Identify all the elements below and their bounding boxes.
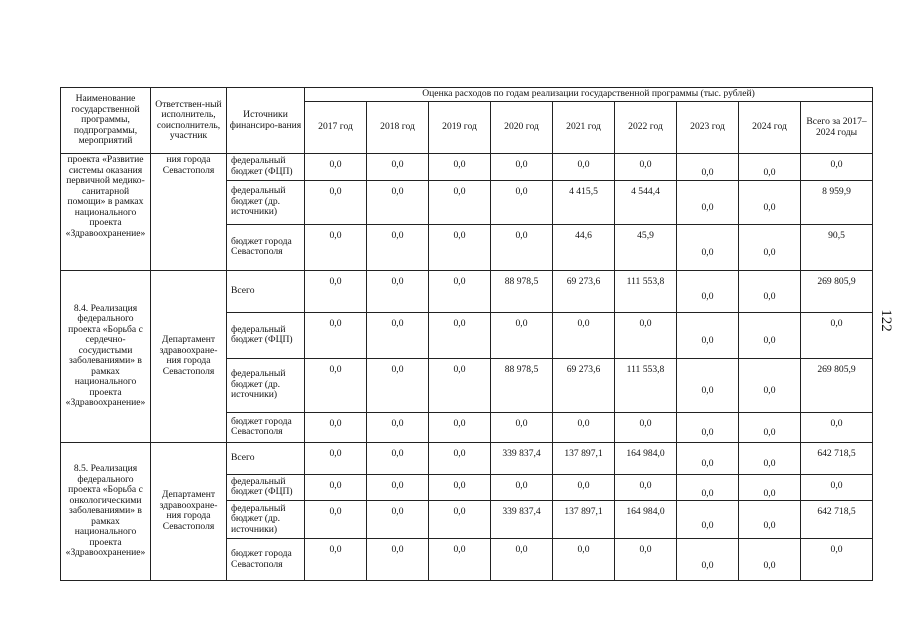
year-value-cell: 111 553,8 <box>615 358 677 412</box>
program-name-cell: 8.5. Реализация федерального проекта «Борьба с онкологическими заболеваниями» в рамках национального проекта «Здравоохранение» <box>61 442 151 581</box>
responsible-cell: Департамент здравоохране-ния города Севастополя <box>151 270 227 442</box>
year-value-cell: 0,0 <box>677 539 739 581</box>
year-value-cell: 0,0 <box>553 539 615 581</box>
total-cell: 0,0 <box>801 539 873 581</box>
program-name-cell: проекта «Развитие системы оказания первичной медико-санитарной помощи» в рамках национального проекта «Здравоохранение» <box>61 154 151 271</box>
year-value-cell: 0,0 <box>305 312 367 358</box>
year-value-cell: 69 273,6 <box>553 270 615 312</box>
year-value-cell: 69 273,6 <box>553 358 615 412</box>
year-value-cell: 88 978,5 <box>491 358 553 412</box>
year-value-cell: 0,0 <box>739 180 801 224</box>
year-value-cell: 0,0 <box>367 501 429 539</box>
year-value-cell: 0,0 <box>491 312 553 358</box>
total-cell: 642 718,5 <box>801 442 873 474</box>
header-year: 2019 год <box>429 102 491 154</box>
year-value-cell: 0,0 <box>367 412 429 442</box>
year-value-cell: 137 897,1 <box>553 442 615 474</box>
year-value-cell: 0,0 <box>305 539 367 581</box>
year-value-cell: 0,0 <box>305 270 367 312</box>
year-value-cell: 0,0 <box>305 501 367 539</box>
total-cell: 0,0 <box>801 312 873 358</box>
year-value-cell: 137 897,1 <box>553 501 615 539</box>
year-value-cell: 0,0 <box>739 154 801 181</box>
total-cell: 8 959,9 <box>801 180 873 224</box>
year-value-cell: 0,0 <box>553 412 615 442</box>
year-value-cell: 0,0 <box>739 412 801 442</box>
header-year: 2018 год <box>367 102 429 154</box>
total-cell: 90,5 <box>801 224 873 270</box>
year-value-cell: 0,0 <box>429 412 491 442</box>
year-value-cell: 0,0 <box>429 474 491 501</box>
year-value-cell: 0,0 <box>677 358 739 412</box>
page-number: 122 <box>877 309 894 332</box>
year-value-cell: 0,0 <box>491 154 553 181</box>
header-year: 2024 год <box>739 102 801 154</box>
year-value-cell: 0,0 <box>429 358 491 412</box>
year-value-cell: 0,0 <box>677 442 739 474</box>
year-value-cell: 0,0 <box>305 224 367 270</box>
funding-source-cell: бюджет города Севастополя <box>227 412 305 442</box>
year-value-cell: 0,0 <box>739 474 801 501</box>
year-value-cell: 0,0 <box>367 474 429 501</box>
year-value-cell: 0,0 <box>677 224 739 270</box>
funding-source-cell: Всего <box>227 442 305 474</box>
year-value-cell: 0,0 <box>367 358 429 412</box>
year-value-cell: 164 984,0 <box>615 501 677 539</box>
year-value-cell: 88 978,5 <box>491 270 553 312</box>
year-value-cell: 0,0 <box>677 270 739 312</box>
header-year: 2023 год <box>677 102 739 154</box>
year-value-cell: 0,0 <box>429 312 491 358</box>
funding-source-cell: федеральный бюджет (др. источники) <box>227 180 305 224</box>
year-value-cell: 339 837,4 <box>491 501 553 539</box>
year-value-cell: 0,0 <box>615 154 677 181</box>
total-cell: 269 805,9 <box>801 270 873 312</box>
year-value-cell: 0,0 <box>739 224 801 270</box>
year-value-cell: 0,0 <box>367 154 429 181</box>
year-value-cell: 0,0 <box>305 442 367 474</box>
year-value-cell: 0,0 <box>429 539 491 581</box>
year-value-cell: 0,0 <box>491 474 553 501</box>
year-value-cell: 0,0 <box>305 358 367 412</box>
funding-source-cell: федеральный бюджет (др. источники) <box>227 501 305 539</box>
year-value-cell: 0,0 <box>615 474 677 501</box>
year-value-cell: 0,0 <box>553 154 615 181</box>
year-value-cell: 0,0 <box>677 312 739 358</box>
year-value-cell: 0,0 <box>553 312 615 358</box>
header-year: 2021 год <box>553 102 615 154</box>
funding-source-cell: федеральный бюджет (ФЦП) <box>227 154 305 181</box>
table-body <box>61 154 873 581</box>
year-value-cell: 0,0 <box>615 539 677 581</box>
funding-source-cell: бюджет города Севастополя <box>227 539 305 581</box>
header-year: 2017 год <box>305 102 367 154</box>
year-value-cell: 0,0 <box>429 501 491 539</box>
year-value-cell: 0,0 <box>491 412 553 442</box>
year-value-cell: 0,0 <box>491 180 553 224</box>
year-value-cell: 0,0 <box>429 154 491 181</box>
year-value-cell: 0,0 <box>739 501 801 539</box>
total-cell: 269 805,9 <box>801 358 873 412</box>
year-value-cell: 0,0 <box>305 474 367 501</box>
year-value-cell: 0,0 <box>305 412 367 442</box>
year-value-cell: 0,0 <box>615 412 677 442</box>
header-estimate: Оценка расходов по годам реализации государственной программы (тыс. рублей) <box>305 88 873 102</box>
year-value-cell: 0,0 <box>677 154 739 181</box>
year-value-cell: 0,0 <box>739 539 801 581</box>
program-name-cell: 8.4. Реализация федерального проекта «Борьба с сердечно-сосудистыми заболеваниями» в рамках национального проекта «Здравоохранение» <box>61 270 151 442</box>
year-value-cell: 0,0 <box>367 270 429 312</box>
year-value-cell: 44,6 <box>553 224 615 270</box>
table-row <box>61 442 873 474</box>
year-value-cell: 339 837,4 <box>491 442 553 474</box>
year-value-cell: 0,0 <box>677 501 739 539</box>
total-cell: 0,0 <box>801 412 873 442</box>
header-responsible: Ответствен-ный исполнитель, соисполнитель, участник <box>151 88 227 154</box>
header-year: 2020 год <box>491 102 553 154</box>
table-row <box>61 270 873 312</box>
total-cell: 0,0 <box>801 154 873 181</box>
year-value-cell: 0,0 <box>677 180 739 224</box>
header-year: 2022 год <box>615 102 677 154</box>
funding-source-cell: Всего <box>227 270 305 312</box>
funding-source-cell: федеральный бюджет (ФЦП) <box>227 312 305 358</box>
funding-source-cell: бюджет города Севастополя <box>227 224 305 270</box>
year-value-cell: 0,0 <box>429 180 491 224</box>
year-value-cell: 0,0 <box>367 539 429 581</box>
year-value-cell: 0,0 <box>739 312 801 358</box>
year-value-cell: 0,0 <box>677 412 739 442</box>
year-value-cell: 0,0 <box>367 180 429 224</box>
year-value-cell: 0,0 <box>491 224 553 270</box>
year-value-cell: 0,0 <box>553 474 615 501</box>
year-value-cell: 111 553,8 <box>615 270 677 312</box>
header-source: Источники финансиро-вания <box>227 88 305 154</box>
year-value-cell: 0,0 <box>739 270 801 312</box>
year-value-cell: 0,0 <box>429 224 491 270</box>
funding-source-cell: федеральный бюджет (др. источники) <box>227 358 305 412</box>
year-value-cell: 0,0 <box>491 539 553 581</box>
year-value-cell: 0,0 <box>367 224 429 270</box>
year-value-cell: 0,0 <box>367 312 429 358</box>
year-value-cell: 0,0 <box>739 442 801 474</box>
header-name: Наименование государственной программы, подпрограммы, мероприятий <box>61 88 151 154</box>
budget-table <box>60 87 873 581</box>
year-value-cell: 164 984,0 <box>615 442 677 474</box>
funding-source-cell: федеральный бюджет (ФЦП) <box>227 474 305 501</box>
responsible-cell: Департамент здравоохране-ния города Севастополя <box>151 442 227 581</box>
year-value-cell: 4 544,4 <box>615 180 677 224</box>
year-value-cell: 0,0 <box>677 474 739 501</box>
year-value-cell: 0,0 <box>429 270 491 312</box>
year-value-cell: 45,9 <box>615 224 677 270</box>
total-cell: 0,0 <box>801 474 873 501</box>
year-value-cell: 0,0 <box>305 180 367 224</box>
header-total: Всего за 2017–2024 годы <box>801 102 873 154</box>
year-value-cell: 0,0 <box>305 154 367 181</box>
year-value-cell: 0,0 <box>429 442 491 474</box>
year-value-cell: 0,0 <box>739 358 801 412</box>
total-cell: 642 718,5 <box>801 501 873 539</box>
responsible-cell: ния города Севастополя <box>151 154 227 271</box>
year-value-cell: 0,0 <box>367 442 429 474</box>
year-value-cell: 0,0 <box>615 312 677 358</box>
table-row <box>61 154 873 181</box>
year-value-cell: 4 415,5 <box>553 180 615 224</box>
